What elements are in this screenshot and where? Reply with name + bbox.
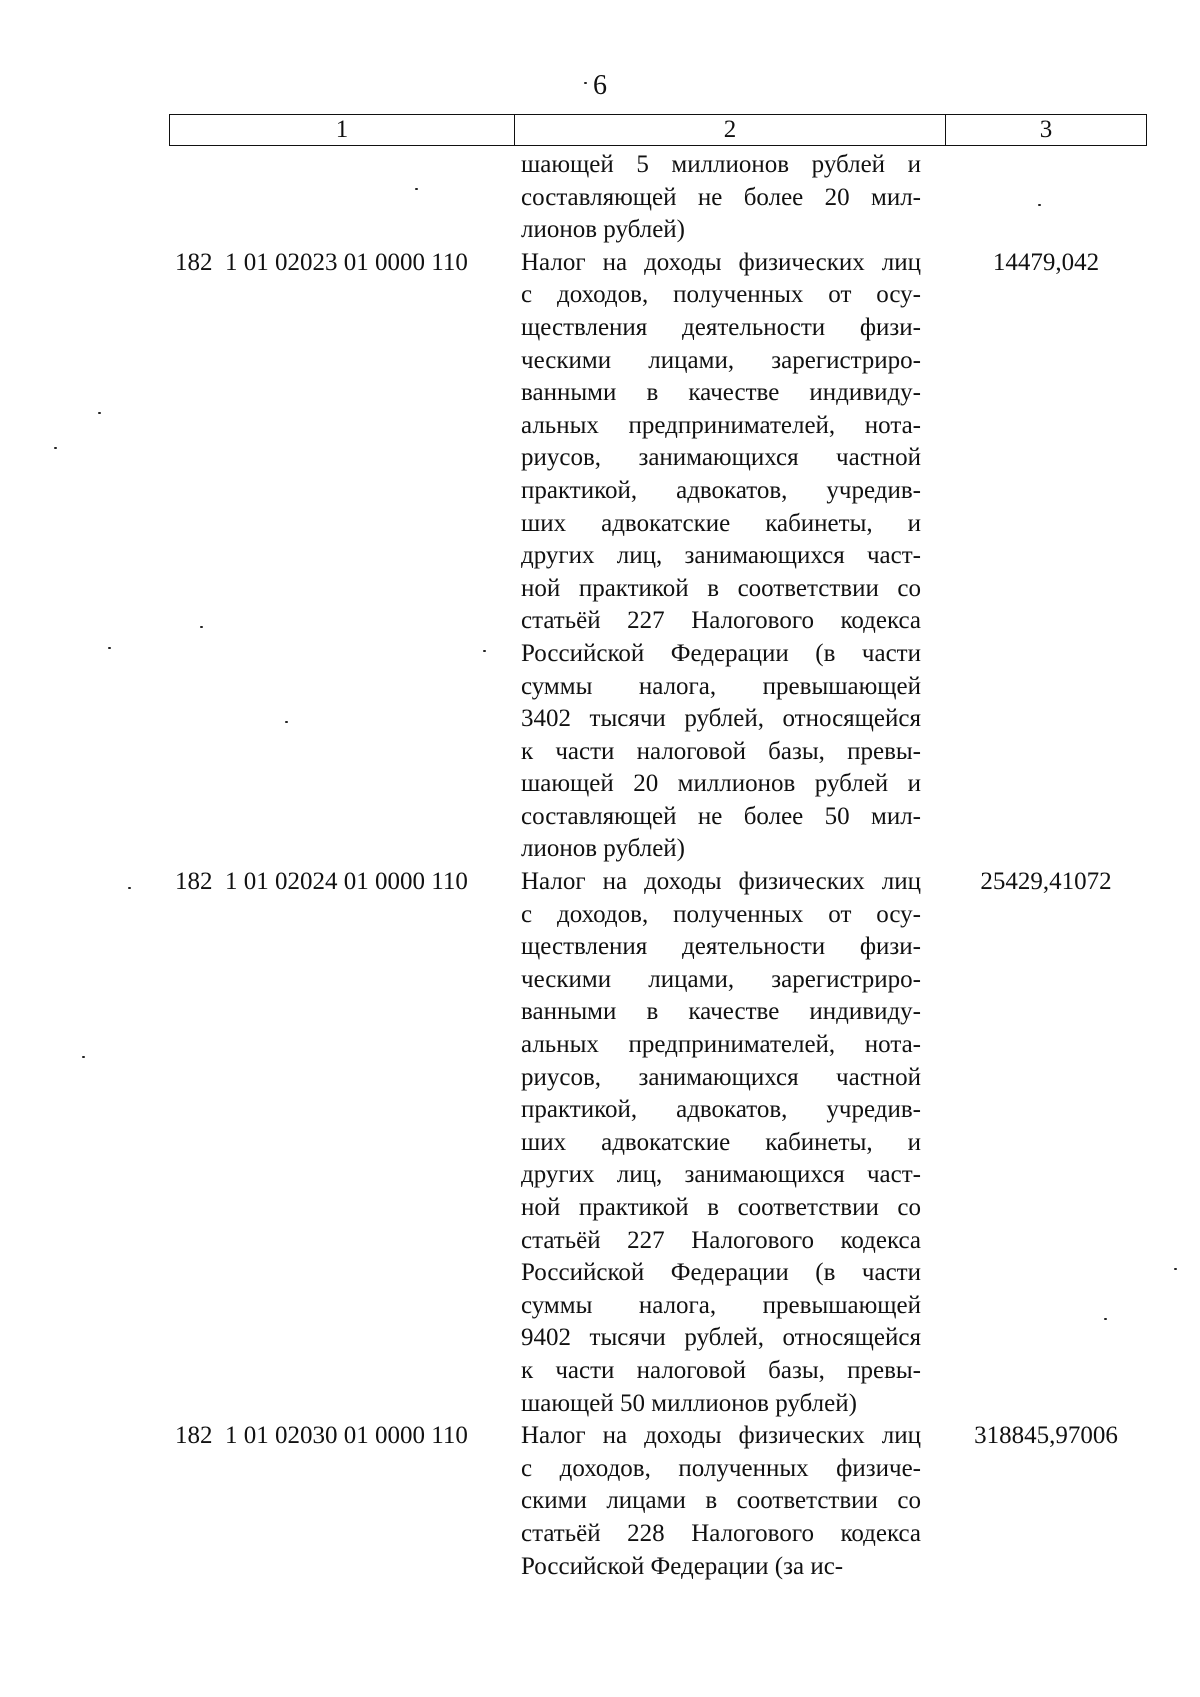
table-row xyxy=(169,866,1147,1420)
description-line: к части налоговой базы, превы- xyxy=(521,737,921,765)
table-row xyxy=(169,149,1147,247)
description-line: шающей 5 миллионов рублей и xyxy=(521,151,921,178)
description-line: лионов рублей) xyxy=(521,216,686,244)
description-line: составляющей не более 20 мил- xyxy=(521,183,921,211)
description-line: статьёй 228 Налогового кодекса xyxy=(521,1519,921,1547)
description-line: практикой, адвокатов, учредив- xyxy=(521,476,921,504)
description-line: ческими лицами, зарегистриро- xyxy=(521,965,921,993)
description-line: ществления деятельности физи- xyxy=(521,313,921,341)
scan-speck xyxy=(483,650,486,652)
scan-speck xyxy=(1174,1268,1177,1270)
table-row xyxy=(169,247,1147,866)
description-line: ванными в качестве индивиду- xyxy=(521,379,921,407)
description-line: других лиц, занимающихся част- xyxy=(521,1161,921,1189)
header-cell-3: 3 xyxy=(1039,116,1053,143)
description-line: других лиц, занимающихся част- xyxy=(521,542,921,570)
description-line: ной практикой в соответствии со xyxy=(521,1194,921,1221)
scan-speck xyxy=(82,1056,85,1058)
description-line: шающей 50 миллионов рублей) xyxy=(521,1389,857,1417)
description xyxy=(514,866,945,1420)
description-line: Налог на доходы физических лиц xyxy=(521,868,921,896)
description-line: шающей 20 миллионов рублей и xyxy=(521,770,921,798)
scan-speck xyxy=(584,82,587,84)
header-cell-2: 2 xyxy=(515,115,946,145)
description-line: 9402 тысячи рублей, относящейся xyxy=(521,1324,921,1352)
description-line: статьёй 227 Налогового кодекса xyxy=(521,1226,921,1254)
description-line: альных предпринимателей, нота- xyxy=(521,411,921,439)
description-line: Налог на доходы физических лиц xyxy=(521,1422,921,1450)
description-line: составляющей не более 50 мил- xyxy=(521,802,921,830)
amount: 318845,97006 xyxy=(974,1422,1118,1450)
table-body xyxy=(169,149,1147,1583)
description xyxy=(514,1420,945,1583)
scan-speck xyxy=(128,887,131,889)
description-line: практикой, адвокатов, учредив- xyxy=(521,1096,921,1124)
description-line: ной практикой в соответствии со xyxy=(521,574,921,602)
scan-speck xyxy=(1038,204,1041,206)
description-line: Российской Федерации (в части xyxy=(521,1259,921,1287)
scan-speck xyxy=(415,188,418,190)
description-line: ческими лицами, зарегистриро- xyxy=(521,346,921,374)
amount: 14479,042 xyxy=(992,248,1100,276)
description xyxy=(514,149,945,247)
description-line: статьёй 227 Налогового кодекса xyxy=(521,607,921,635)
description-line: альных предпринимателей, нота- xyxy=(521,1031,921,1059)
description-line: Налог на доходы физических лиц xyxy=(521,248,921,276)
description-line: скими лицами в соответствии со xyxy=(521,1487,921,1515)
description-line: с доходов, полученных от осу- xyxy=(521,900,921,928)
description-line: риусов, занимающихся частной xyxy=(521,1063,921,1091)
description xyxy=(514,247,945,866)
budget-code: 182 1 01 02030 01 0000 110 xyxy=(175,1422,468,1450)
budget-code: 182 1 01 02024 01 0000 110 xyxy=(175,868,468,896)
description-line: Российской Федерации (в части xyxy=(521,639,921,667)
description-line: ших адвокатские кабинеты, и xyxy=(521,509,921,537)
description-line: суммы налога, превышающей xyxy=(521,672,921,700)
scan-speck xyxy=(200,626,203,628)
description-line: суммы налога, превышающей xyxy=(521,1291,921,1319)
description-line: лионов рублей) xyxy=(521,835,686,863)
description-line: с доходов, полученных физиче- xyxy=(521,1454,921,1482)
description-line: риусов, занимающихся частной xyxy=(521,444,921,472)
description-line: с доходов, полученных от осу- xyxy=(521,281,921,309)
description-line: ванными в качестве индивиду- xyxy=(521,998,921,1026)
scan-speck xyxy=(1104,1318,1107,1320)
amount: 25429,41072 xyxy=(980,868,1112,896)
table-row xyxy=(169,1420,1147,1583)
description-line: к части налоговой базы, превы- xyxy=(521,1356,921,1384)
page-number: 6 xyxy=(593,70,607,101)
table-header xyxy=(169,114,1147,146)
description-line: Российской Федерации (за ис- xyxy=(521,1552,844,1580)
scan-speck xyxy=(285,721,288,723)
description-line: 3402 тысячи рублей, относящейся xyxy=(521,705,921,733)
description-line: ществления деятельности физи- xyxy=(521,933,921,961)
scan-speck xyxy=(98,412,101,414)
description-line: ших адвокатские кабинеты, и xyxy=(521,1128,921,1156)
scan-speck xyxy=(54,447,57,449)
header-cell-1: 1 xyxy=(170,115,515,145)
scan-speck xyxy=(108,647,111,649)
budget-code: 182 1 01 02023 01 0000 110 xyxy=(175,248,468,276)
